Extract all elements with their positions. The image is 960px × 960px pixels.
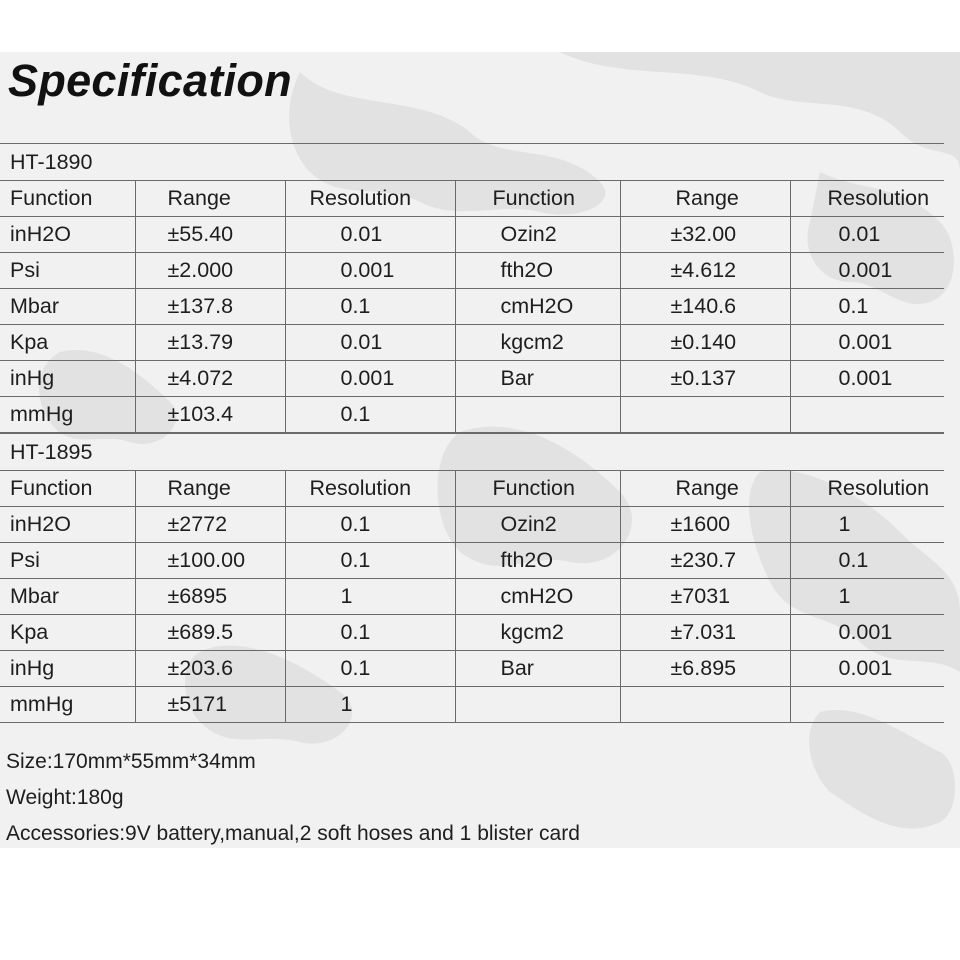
table-cell — [455, 687, 620, 723]
table-cell: kgcm2 — [455, 325, 620, 361]
column-header: Range — [135, 181, 285, 217]
column-header: Resolution — [790, 471, 944, 507]
table-cell: ±4.612 — [620, 253, 790, 289]
header-row — [0, 471, 944, 507]
table-cell: Ozin2 — [455, 507, 620, 543]
size-note: Size:170mm*55mm*34mm — [6, 750, 256, 773]
table-cell: Kpa — [0, 615, 135, 651]
table-cell: 0.1 — [285, 615, 455, 651]
table-row — [0, 289, 944, 325]
table-cell: ±689.5 — [135, 615, 285, 651]
table-cell: 0.1 — [285, 651, 455, 687]
spec-tables — [0, 143, 944, 723]
table-cell: ±7031 — [620, 579, 790, 615]
table-row — [0, 651, 944, 687]
table-cell: fth2O — [455, 543, 620, 579]
model-label: HT-1895 — [0, 434, 944, 471]
table-cell: Psi — [0, 543, 135, 579]
table-row — [0, 325, 944, 361]
table-row — [0, 579, 944, 615]
column-header: Function — [0, 181, 135, 217]
table-cell — [790, 687, 944, 723]
table-cell: 0.1 — [285, 507, 455, 543]
table-cell: ±137.8 — [135, 289, 285, 325]
accessories-note: Accessories:9V battery,manual,2 soft hoses and 1 blister card — [6, 822, 580, 845]
table-row — [0, 253, 944, 289]
table-cell: 0.01 — [790, 217, 944, 253]
spec-table-2 — [0, 433, 944, 723]
table-cell: ±2772 — [135, 507, 285, 543]
table-row — [0, 543, 944, 579]
table-cell: 0.001 — [790, 325, 944, 361]
table-cell: 0.001 — [790, 651, 944, 687]
column-header: Resolution — [285, 181, 455, 217]
table-cell: Mbar — [0, 289, 135, 325]
table-cell: ±1600 — [620, 507, 790, 543]
table-cell: 0.1 — [285, 543, 455, 579]
table-cell: ±7.031 — [620, 615, 790, 651]
table-cell: mmHg — [0, 687, 135, 723]
table-cell: 1 — [790, 579, 944, 615]
table-cell: ±0.137 — [620, 361, 790, 397]
table-cell: 1 — [285, 687, 455, 723]
table-cell: cmH2O — [455, 289, 620, 325]
table-cell: 0.01 — [285, 217, 455, 253]
table-cell: ±6.895 — [620, 651, 790, 687]
table-cell: 1 — [790, 507, 944, 543]
column-header: Resolution — [790, 181, 944, 217]
table-cell: ±32.00 — [620, 217, 790, 253]
weight-note: Weight:180g — [6, 786, 124, 809]
table-cell: ±0.140 — [620, 325, 790, 361]
table-cell: ±103.4 — [135, 397, 285, 433]
column-header: Range — [135, 471, 285, 507]
table-cell: ±2.000 — [135, 253, 285, 289]
table-cell — [620, 687, 790, 723]
table-cell: 0.1 — [790, 289, 944, 325]
column-header: Range — [620, 471, 790, 507]
table-cell: 0.01 — [285, 325, 455, 361]
table-cell: Psi — [0, 253, 135, 289]
table-row — [0, 687, 944, 723]
table-cell: ±6895 — [135, 579, 285, 615]
table-cell: ±100.00 — [135, 543, 285, 579]
table-cell — [620, 397, 790, 433]
notes — [6, 744, 580, 852]
column-header: Function — [455, 471, 620, 507]
table-cell: 0.001 — [285, 253, 455, 289]
table-row — [0, 507, 944, 543]
table-cell: mmHg — [0, 397, 135, 433]
table-cell: fth2O — [455, 253, 620, 289]
column-header: Resolution — [285, 471, 455, 507]
table-cell — [455, 397, 620, 433]
table-cell: ±13.79 — [135, 325, 285, 361]
table-cell: inHg — [0, 361, 135, 397]
table-cell — [790, 397, 944, 433]
table-cell: 1 — [285, 579, 455, 615]
column-header: Function — [455, 181, 620, 217]
table-cell: ±55.40 — [135, 217, 285, 253]
table-cell: 0.1 — [285, 289, 455, 325]
table-cell: ±140.6 — [620, 289, 790, 325]
header-row — [0, 181, 944, 217]
table-cell: inHg — [0, 651, 135, 687]
table-cell: Ozin2 — [455, 217, 620, 253]
table-cell: 0.001 — [790, 615, 944, 651]
table-cell: Bar — [455, 651, 620, 687]
table-cell: inH2O — [0, 507, 135, 543]
table-cell: 0.001 — [790, 253, 944, 289]
page-title: Specification — [8, 55, 292, 106]
table-row — [0, 361, 944, 397]
table-cell: Kpa — [0, 325, 135, 361]
table-row — [0, 217, 944, 253]
column-header: Range — [620, 181, 790, 217]
table-cell: 0.1 — [285, 397, 455, 433]
table-cell: cmH2O — [455, 579, 620, 615]
column-header: Function — [0, 471, 135, 507]
model-label: HT-1890 — [0, 144, 944, 181]
table-cell: Bar — [455, 361, 620, 397]
table-cell: 0.1 — [790, 543, 944, 579]
table-cell: ±5171 — [135, 687, 285, 723]
table-cell: ±4.072 — [135, 361, 285, 397]
table-cell: kgcm2 — [455, 615, 620, 651]
table-row — [0, 615, 944, 651]
table-row — [0, 397, 944, 433]
table-cell: ±230.7 — [620, 543, 790, 579]
spec-table-1 — [0, 143, 944, 433]
table-cell: 0.001 — [285, 361, 455, 397]
table-cell: 0.001 — [790, 361, 944, 397]
table-cell: Mbar — [0, 579, 135, 615]
table-cell: ±203.6 — [135, 651, 285, 687]
table-cell: inH2O — [0, 217, 135, 253]
